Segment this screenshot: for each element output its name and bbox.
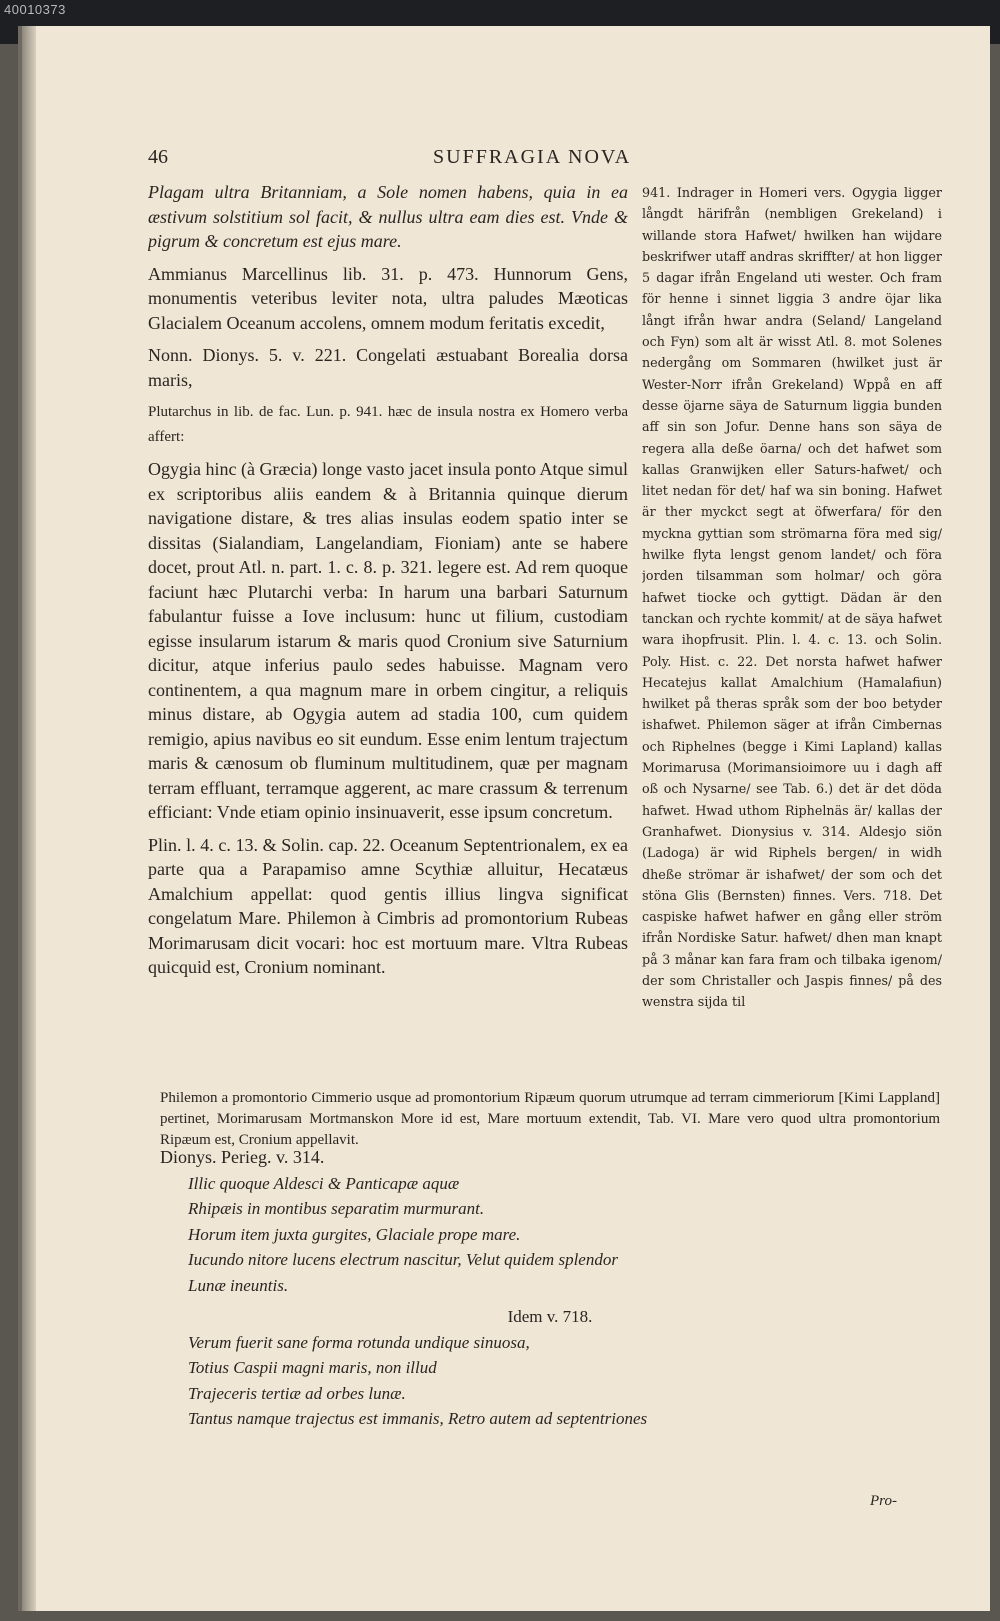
swedish-text: 941. Indrager in Homeri vers. Ogygia ligger långdt härifrån (nembligen Grekeland) i willande stora Hafwet/ hwilken han wijdare beskrifwer utaff andras skriffter/ at hon ligger 5 dagar ifrån Engeland uti wester. Och fram för henne i sinnet liggia 3 andre öjar lika långt ifrån hwar andra (Seland/ Langeland och Fyn) som alt är wisst Atl. 8. mot Solenes nedergång om Sommaren (hwilket just är Wester-Norr ifrån Grekeland) Wppå en aff desse öjarne säya de Saturnum liggia bunden aff sin son Jofur. Denne hans son säya de regera alla deße öarna/ och det hafwet som kallas Granwijken eller Saturs-hafwet/ och litet nedan för det/ haf wa sin boning. Hafwet är ther myckct segt at öfwerfara/ för den myckna gyttian som strömarna föra med sig/ hwilke flyta lengst genom landet/ och föra jorden tilsamman som holmar/ och göra hafwet tiocke och gyttigt. Dädan är den tanckan och rychte kommit/ at de säya hafwet wara ihopfrusit. Plin. l. 4. c. 13. och Solin. Poly. Hist. c. 22. Det norsta hafwet hafwer Hecatejus kallat Amalchium (Hamalafiun) hwilket på theras språk som der boo betyder ishafwet. Philemon säger at ifrån Cimbernas och Riphelnes (begge i Kimi Lapland) kallas Morimarusa (Morimansioimore uu i dagh aff oß och Nysarne/ see Tab. 6.) det är det döda hafwet. Hwad uthom Riphelnäs är/ kallas der Granhafwet. Dionysius v. 314. Aldesjo siön (Ladoga) är wid Riphels bergen/ in widh dheße strömar är ishafwet/ der som och det stöna Glis (Bernsten) finnes. Vers. 718. Det caspiske hafwet hafwer en gång eller ström ifrån Nordiske Satur. hafwet/ dhen man knapt på 3 månar kan fara fram och tilbaka igenom/ der som Christaller och Jaspis finnes/ på des wenstra sijda til bbox=[642, 185, 942, 1010]
latin-paragraph-5: Ogygia hinc (à Græcia) longe vasto jacet insula ponto Atque simul ex scriptoribus aliis eandem & à Britannia quinque dierum navigatione distare, & tres alias insulas eodem spatio inter se dissitas (Sialandiam, Langelandiam, Fioniam) ante se habere docet, prout Atl. n. part. 1. c. 8. p. 321. legere est. Ad rem quoque faciunt hæc Plutarchi verba: In harum una barbari Saturnum fabulantur fuisse a Iove inclusum: hunc ut filium, custodiam egisse insularum istarum & maris quod Cronium sive Saturnium dicitur, atque inferius paulo sedes habuisse. Magnam vero continentem, a qua magnum mare in orbem cingitur, a reliquis minus distare, ab Ogygia autem ad stadia 100, cum quidem remigio, apius navibus eo sit eundum. Esse enim lentum trajectum maris & cænosum ob fluminum multitudinem, quæ per magnam terram effluant, terramque aggerent, ac mare crassum & terrenum efficiant: Vnde etiam opinio insinuaverit, esse ipsum concretum. bbox=[148, 459, 628, 822]
verse-line: Rhipæis in montibus separatim murmurant. bbox=[188, 1199, 485, 1218]
footnote: Philemon a promontorio Cimmerio usque ad promontorium Ripæum quorum utrumque ad terram cimmeriorum [Kimi Lappland] pertinet, Morimarusam Mortmanskon More id est, Mare mortuum extendit, Tab. VI. Mare vero quod ultra promontorium Ripæum est, Cronium appellavit. bbox=[160, 1090, 940, 1148]
shelfmark-label: 40010373 bbox=[4, 2, 66, 17]
page-number: 46 bbox=[148, 146, 168, 168]
latin-paragraph-4: Plutarchus in lib. de fac. Lun. p. 941. hæc de insula nostra ex Homero verba affert: bbox=[148, 404, 628, 445]
verse-heading-2: Idem v. 718. bbox=[507, 1307, 593, 1326]
catchword: Pro- bbox=[870, 1493, 897, 1509]
verse-line: Illic quoque Aldesci & Panticapæ aquæ bbox=[188, 1173, 460, 1193]
verse-heading-1: Dionys. Perieg. v. 314. bbox=[160, 1147, 325, 1167]
latin-paragraph-6: Plin. l. 4. c. 13. & Solin. cap. 22. Oceanum Septentrionalem, ex ea parte qua a Parapamiso amne Scythiæ alluitur, Hecatæus Amalchium appellat: quod gentis illius lingva significat congelatum Mare. Philemon à Cimbris ad promontorium Rubeas Morimarusam dicit vocari: hoc est mortuum mare. Vltra Rubeas quicquid est, Cronium nominant. bbox=[148, 834, 628, 977]
latin-column bbox=[148, 180, 628, 1085]
verse-line: Totius Caspii magni maris, non illud bbox=[188, 1358, 437, 1377]
running-title: SUFFRAGIA NOVA bbox=[433, 146, 632, 168]
latin-paragraph-1: Plagam ultra Britanniam, a Sole nomen habens, quia in ea æstivum solstitium sol facit, & nullus ultra eam dies est. Vnde & pigrum & concretum est ejus mare. bbox=[148, 182, 628, 251]
verse-line: Horum item juxta gurgites, Glaciale prope mare. bbox=[188, 1224, 521, 1244]
latin-paragraph-2: Ammianus Marcellinus lib. 31. p. 473. Hunnorum Gens, monumentis veteribus leviter nota, ultra paludes Mæoticas Glacialem Oceanum accolens, omnem modum feritatis excedit, bbox=[148, 263, 628, 333]
swedish-column bbox=[642, 182, 942, 1042]
verse-block bbox=[160, 1145, 940, 1432]
verse-line: Lunæ ineuntis. bbox=[188, 1275, 289, 1295]
verse-line: Iucundo nitore lucens electrum nascitur, Velut quidem splendor bbox=[188, 1250, 618, 1269]
page-gutter bbox=[22, 26, 36, 1611]
verse-line: Trajeceris tertiæ ad orbes lunæ. bbox=[188, 1383, 406, 1403]
verse-line: Verum fuerit sane forma rotunda undique sinuosa, bbox=[188, 1332, 530, 1352]
latin-paragraph-3: Nonn. Dionys. 5. v. 221. Congelati æstuabant Borealia dorsa maris, bbox=[148, 345, 628, 390]
running-header bbox=[148, 146, 938, 176]
verse-line: Tantus namque trajectus est immanis, Retro autem ad septentriones bbox=[188, 1409, 648, 1428]
